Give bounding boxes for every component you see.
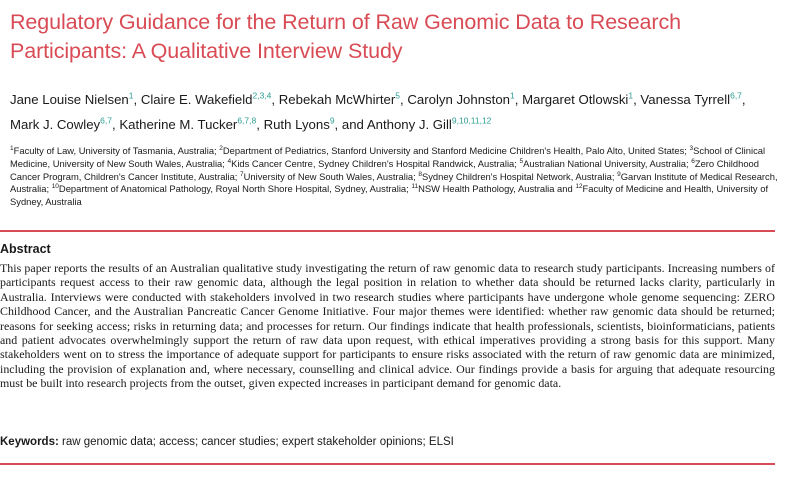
affiliation-number: 8 <box>418 170 422 178</box>
affiliation-text: Faculty of Law, University of Tasmania, Australia; <box>13 145 220 156</box>
author-name <box>10 117 116 132</box>
author-affiliation-sup[interactable]: 9,10,11,12 <box>451 115 492 126</box>
author-name <box>10 92 137 107</box>
affiliation-number: 4 <box>227 157 232 165</box>
author-name <box>407 92 518 107</box>
affiliation-text: University of New South Wales, Australia; <box>243 170 419 182</box>
author-name <box>141 92 275 107</box>
affiliation-number: 3 <box>689 144 694 152</box>
affiliation-number: 7 <box>240 170 244 178</box>
affiliation-text: Sydney Children's Hospital Network, Australia; <box>421 170 618 182</box>
author-separator: , <box>133 92 138 107</box>
divider-bottom <box>0 463 775 465</box>
affiliation-number: 5 <box>519 157 524 165</box>
author-separator: , <box>741 92 746 107</box>
affiliation-number: 1 <box>10 144 14 152</box>
author-separator: , and <box>334 117 364 132</box>
author-affiliation-sup[interactable]: 9 <box>329 115 335 126</box>
author-name-text: Rebekah McWhirter <box>278 92 396 107</box>
article-header <box>10 8 785 209</box>
affiliation-text: Australian National University, Australia; <box>523 157 692 169</box>
author-name <box>522 92 637 107</box>
author-separator: , <box>633 92 637 107</box>
affiliation-text: Faculty of Medicine and Health, University of Sydney, Australia <box>10 183 769 208</box>
author-name-text: Carolyn Johnston <box>407 92 510 107</box>
author-name-text: Ruth Lyons <box>263 117 330 132</box>
author-name-text: Anthony J. Gill <box>366 117 452 132</box>
author-name-text: Vanessa Tyrrell <box>640 92 731 107</box>
author-name <box>264 117 364 132</box>
author-name-text: Jane Louise Nielsen <box>10 92 129 107</box>
author-name <box>367 117 492 132</box>
author-separator: , <box>514 92 519 107</box>
author-name-text: Margaret Otlowski <box>522 92 629 107</box>
affiliation-number: 11 <box>411 183 419 191</box>
affiliation-number: 6 <box>691 157 695 165</box>
affiliation-text: School of Clinical Medicine, University of New South Wales, Australia; <box>10 145 766 169</box>
keywords <box>0 436 454 448</box>
affiliation-text: Department of Pediatrics, Stanford University and Stanford Medicine Children's Health, Palo Alto, United States; <box>222 145 690 156</box>
author-affiliation-sup[interactable]: 6,7 <box>730 90 742 101</box>
affiliation-text: Department of Anatomical Pathology, Royal North Shore Hospital, Sydney, Australia; <box>58 183 412 195</box>
author-affiliation-sup[interactable]: 1 <box>128 90 134 101</box>
author-affiliation-sup[interactable]: 2,3,4 <box>252 90 272 101</box>
author-name-text: Mark J. Cowley <box>10 117 101 132</box>
abstract-heading: Abstract <box>0 242 51 256</box>
author-affiliation-sup[interactable]: 6,7,8 <box>237 115 257 126</box>
affiliation-number: 9 <box>617 170 621 178</box>
author-separator: , <box>256 117 260 132</box>
author-name <box>279 92 404 107</box>
author-affiliation-sup[interactable]: 6,7 <box>100 115 112 126</box>
author-separator: , <box>111 117 116 132</box>
author-list <box>10 87 785 137</box>
affiliation-text: Garvan Institute of Medical Research, Australia; <box>10 170 778 195</box>
abstract-text: This paper reports the results of an Australian qualitative study investigating the return of raw genomic data to research study participants. Increasing numbers of participants request access to their raw genomic data, although the legal position in relation to whether data should be returned lacks clarity, particularly in Australia. Interviews were conducted with stakeholders involved in two research studies where participants have undergone whole genome sequencing: ZERO Childhood Cancer, and the Australian Pancreatic Cancer Genome Initiative. Four major themes were identified: whether raw genomic data should be returned; reasons for seeking access; risks in returning data; and processes for return. Our findings indicate that health professionals, scientists, bioinformaticians, patients and patient advocates overwhelmingly support the return of raw data upon request, with ethical imperatives providing a strong basis for this support. Many stakeholders went on to stress the importance of adequate support for participants to ensure risks associated with the return of raw genomic data are minimized, including the provision of explanation and, where necessary, counselling and clinical advice. Our findings provide a basis for arguing that adequate resourcing must be built into research projects from the outset, given expected increases in participant demand for genomic data. <box>0 261 775 391</box>
affiliations <box>10 145 785 209</box>
affiliation-text: NSW Health Pathology, Australia and <box>418 183 576 195</box>
author-separator: , <box>271 92 276 107</box>
author-affiliation-sup[interactable]: 5 <box>395 90 401 101</box>
keywords-label: Keywords: <box>0 436 59 448</box>
author-separator: , <box>400 92 404 107</box>
author-affiliation-sup[interactable]: 1 <box>628 90 634 101</box>
author-name-text: Claire E. Wakefield <box>140 92 253 107</box>
affiliation-text: Kids Cancer Centre, Sydney Children's Hospital Randwick, Australia; <box>231 157 520 169</box>
article-title: Regulatory Guidance for the Return of Raw Genomic Data to Research Participants: A Qualitative Interview Study <box>10 10 681 63</box>
divider-top <box>0 230 775 232</box>
affiliation-number: 2 <box>219 144 223 152</box>
author-affiliation-sup[interactable]: 1 <box>510 90 515 101</box>
author-name-text: Katherine M. Tucker <box>119 117 238 132</box>
affiliation-number: 10 <box>51 183 59 191</box>
author-name <box>119 117 260 132</box>
keywords-text: raw genomic data; access; cancer studies; expert stakeholder opinions; ELSI <box>62 436 454 448</box>
affiliation-number: 12 <box>575 183 583 191</box>
affiliation-text: Zero Childhood Cancer Program, Children's Cancer Institute, Australia; <box>10 157 759 182</box>
author-name <box>640 92 745 107</box>
